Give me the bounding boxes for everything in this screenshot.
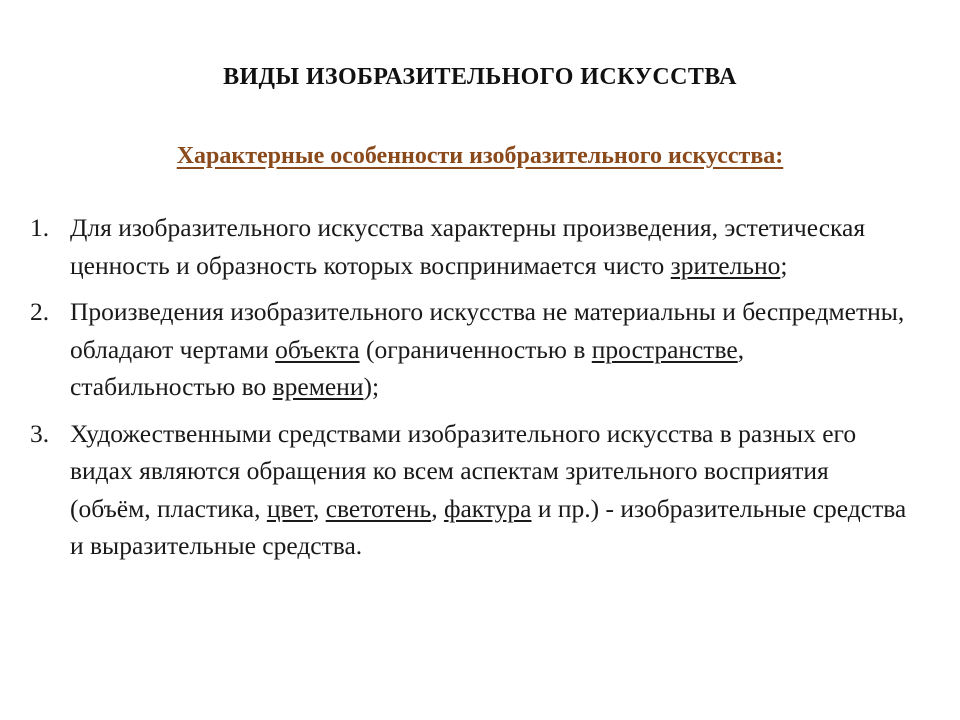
item-text [70, 213, 865, 280]
underlined-term: времени [272, 372, 364, 401]
item-text [70, 297, 904, 401]
list-item [30, 209, 910, 284]
text-span: (ограниченностью в [359, 334, 592, 364]
list-item [30, 415, 910, 565]
text-span: Произведения изобразительного искусства не материальны и беспредметны, обладают чертами [70, 297, 905, 364]
list-item [30, 293, 910, 406]
feature-list [30, 209, 910, 574]
slide-subtitle: Характерные особенности изобразительного искусства: [176, 143, 784, 169]
item-number: 1. [30, 213, 50, 242]
underlined-term: светотень [325, 493, 432, 523]
underlined-term: фактура [443, 493, 532, 523]
text-span: , стабильностью во [70, 334, 745, 401]
item-number: 2. [30, 297, 50, 326]
text-span: ; [780, 250, 788, 280]
text-span: Художественными средствами изобразительного искусства в разных его видах являются обращения ко всем аспектам зрительного восприятия (объём, пластика, [70, 418, 857, 523]
slide-title: ВИДЫ ИЗОБРАЗИТЕЛЬНОГО ИСКУССТВА [223, 64, 737, 90]
underlined-term: цвет [266, 493, 313, 523]
text-span: , [312, 493, 326, 523]
text-span: и пр.) - изобразительные средства и выразительные средства. [70, 493, 907, 560]
item-number: 3. [30, 418, 50, 448]
underlined-term: объекта [275, 334, 360, 364]
underlined-term: зрительно [670, 250, 781, 280]
item-text [70, 419, 906, 561]
text-span: Для изобразительного искусства характерны произведения, эстетическая ценность и образность которых воспринимается чисто [70, 213, 866, 280]
text-span: , [431, 493, 444, 523]
text-span: ); [363, 372, 380, 401]
underlined-term: пространстве [591, 334, 738, 364]
